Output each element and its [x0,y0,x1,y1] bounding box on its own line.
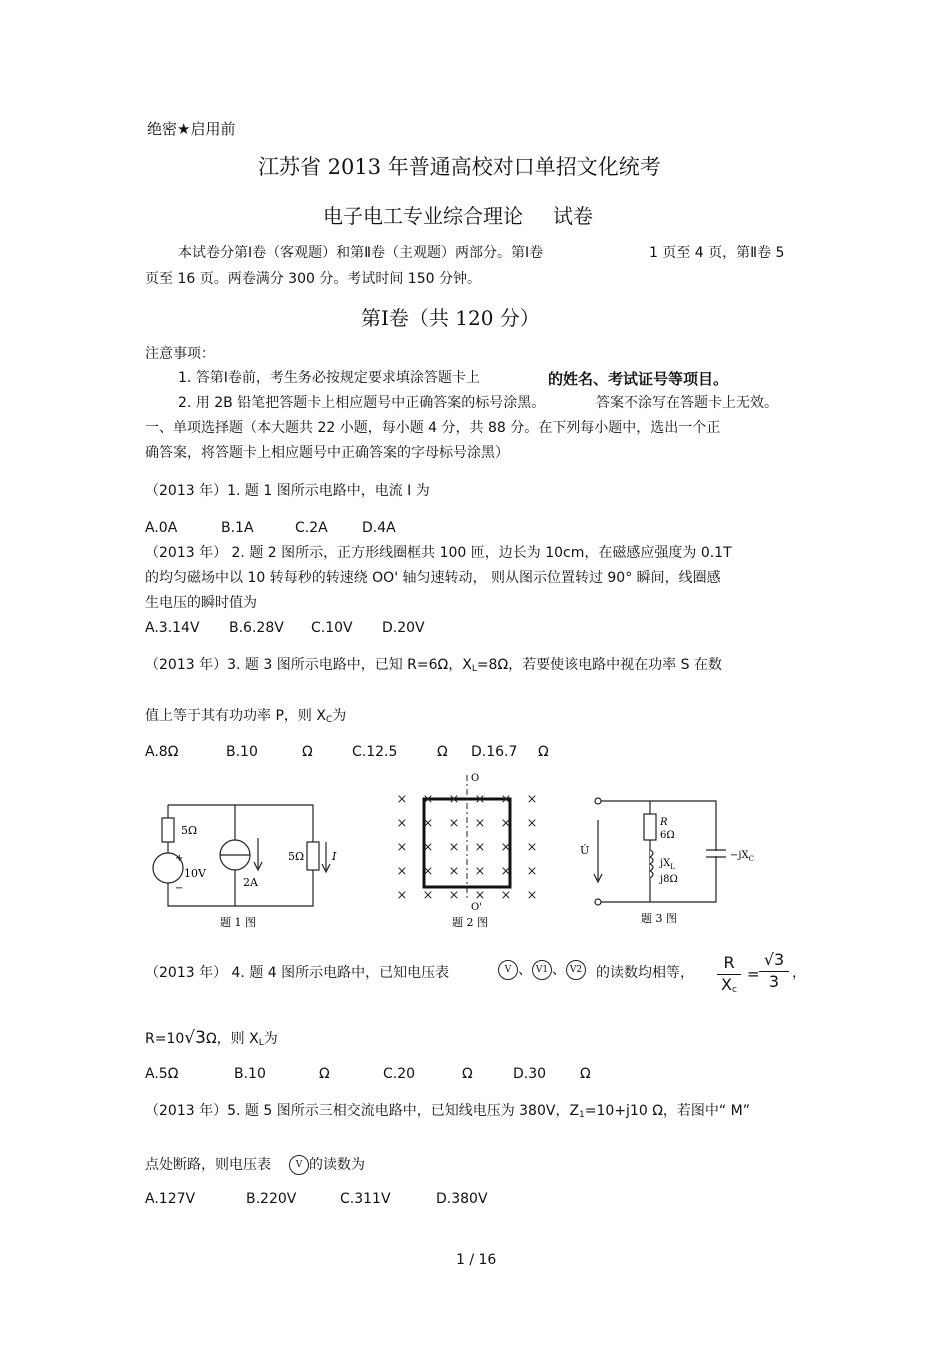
fig3-r-label: R [660,817,668,828]
field-cross: × [526,888,538,903]
q3-line2 [145,708,346,726]
intro-line1b: 1 页至 4 页，第Ⅱ卷 5 [649,245,785,261]
q4-option-b: B.10 [234,1066,266,1082]
field-cross: × [474,816,486,831]
q4-tail: 的读数均相等， [596,965,694,981]
q2-line3: 生电压的瞬时值为 [145,595,257,611]
q3-option-b-unit: Ω [302,744,313,760]
q4-sqrt-num: √3 [763,950,785,969]
field-cross: × [500,792,512,807]
q4-fraction-1 [717,953,741,995]
q3-line2a: 值上等于其有功功率 P，则 X [145,708,326,724]
q3-line2-sub: C [325,715,333,725]
fig3-caption: 题 3 图 [641,912,677,925]
note-2a: 2. 用 2B 铅笔把答题卡上相应题号中正确答案的标号涂黑。 [178,395,546,411]
figure-2 [397,775,538,903]
q4-line2c: 为 [263,1031,278,1047]
voltmeter-v1-icon: V1 [532,960,552,980]
field-cross: × [500,864,512,879]
q2-option-a: A.3.14V [145,620,200,636]
q3-option-b: B.10 [226,744,258,760]
q3-line1 [145,657,722,675]
fig3-terminal-bottom [595,899,601,905]
field-cross: × [526,840,538,855]
q3-line1a: （2013 年）3. 题 3 图所示电路中，已知 R=6Ω，X [145,657,472,673]
q4-option-b-unit: Ω [319,1066,330,1082]
voltmeter-v-icon: V [498,960,518,980]
fig1-i-label: I [332,850,337,863]
fig3-r-val: 6Ω [660,830,675,841]
field-cross: × [500,840,512,855]
fig3-xl-sub: L [670,863,675,871]
voltmeter-icon: V [289,1155,309,1175]
q4-stem: （2013 年） 4. 题 4 图所示电路中，已知电压表 [145,965,450,981]
q2-option-b: B.6.28V [229,620,284,636]
q5-line1b: =10+j10 Ω，若图中“ M” [584,1103,750,1119]
field-cross: × [396,816,408,831]
q4-frac-num: R [723,953,735,972]
fig3-xc-sub: C [748,855,754,863]
page-number: 1 / 16 [456,1252,497,1268]
subtitle-part2: 试卷 [553,204,593,228]
q4-sep-2: 、 [552,962,566,978]
q1-stem: （2013 年）1. 题 1 图所示电路中，电流 I 为 [145,483,430,499]
field-cross: × [448,792,460,807]
field-cross: × [526,792,538,807]
q5-option-c: C.311V [340,1191,391,1207]
q4-option-c: C.20 [383,1066,416,1082]
field-cross: × [396,792,408,807]
q3-option-c: C.12.5 [352,744,398,760]
q4-frac-den: $X_c$ [717,974,741,995]
fig1-resistor-1 [162,818,174,842]
q3-line1b: =8Ω，若要使该电路中视在功率 S 在数 [476,657,722,673]
fig3-xl-val: j8Ω [660,874,678,885]
q3-option-d: D.16.7 [471,744,518,760]
field-cross: × [474,792,486,807]
fig2-caption: 题 2 图 [452,916,488,929]
q1-option-c: C.2A [295,520,328,536]
voltmeter-v2-icon: V2 [566,960,586,980]
q4-line2a: R=10 [145,1031,185,1047]
intro-line1a: 本试卷分第Ⅰ卷（客观题）和第Ⅱ卷（主观题）两部分。第Ⅰ卷 [178,245,544,261]
notes-title: 注意事项： [145,346,215,362]
fig3-xc-label [730,850,754,863]
field-cross: × [422,816,434,831]
q2-option-c: C.10V [311,620,353,636]
q4-equals: = [747,965,760,983]
q4-option-d-unit: Ω [580,1066,591,1082]
intro-line2: 页至 16 页。两卷满分 300 分。考试时间 150 分钟。 [145,271,481,287]
fig1-plus: + [175,853,184,864]
fig3-xl-text: jX [660,858,671,869]
field-cross: × [500,888,512,903]
q4-meters [498,960,586,980]
q5-line1 [145,1103,750,1121]
note-1a: 1. 答第Ⅰ卷前，考生务必按规定要求填涂答题卡上 [178,370,480,386]
field-cross: × [448,816,460,831]
figure-3 [594,798,726,905]
q2-line2: 的均匀磁场中以 10 转每秒的转速绕 OO' 轴匀速转动， 则从图示位置转过 90° 瞬间，线圈感 [145,570,721,586]
fig1-v-label: 10V [184,867,206,880]
field-cross: × [526,864,538,879]
q2-line1: （2013 年） 2. 题 2 图所示，正方形线圈框共 100 匝，边长为 10cm，在磁感应强度为 0.1T [145,545,732,561]
field-cross: × [500,816,512,831]
q3-line2b: 为 [332,708,347,724]
fig1-resistor-2 [307,842,319,870]
q3-line1-sub: L [471,664,477,674]
fig1-caption: 题 1 图 [220,916,256,929]
q5-line2 [145,1155,365,1175]
fig3-resistor [644,814,656,840]
q4-option-d: D.30 [513,1066,547,1082]
fig3-terminal-top [595,798,601,804]
q1-option-b: B.1A [221,520,254,536]
q1-option-a: A.0A [145,520,178,536]
field-cross: × [422,888,434,903]
field-cross: × [474,888,486,903]
part1-line1: 一、单项选择题（本大题共 22 小题，每小题 4 分，共 88 分。在下列每小题中，选出一个正 [145,420,721,436]
q4-line2-sub: L [258,1038,264,1048]
fig1-r2-label: 5Ω [288,850,305,863]
q4-line2-sqrt: √3 [184,1028,206,1048]
q4-line2 [145,1028,278,1049]
q2-option-d: D.20V [382,620,425,636]
note-1b: 的姓名、考试证号等项目。 [548,370,729,388]
q3-option-c-unit: Ω [437,744,448,760]
q5-line2a: 点处断路，则电压表 [145,1157,271,1173]
fig3-u-label: U̇ [580,844,590,857]
field-cross: × [422,840,434,855]
q5-option-d: D.380V [436,1191,488,1207]
q4-fraction-2 [759,950,789,991]
field-cross: × [422,864,434,879]
fig3-wires [601,801,716,902]
fig3-cap-gap [710,851,722,856]
section-heading: 第Ⅰ卷（共 120 分） [361,306,540,330]
q4-comma: ， [792,965,806,981]
field-cross: × [396,864,408,879]
subtitle-part1: 电子电工专业综合理论 [323,204,523,228]
field-cross: × [422,792,434,807]
q4-option-a: A.5Ω [145,1066,179,1082]
q5-option-b: B.220V [246,1191,297,1207]
part1-line2: 确答案，将答题卡上相应题号中正确答案的字母标号涂黑） [145,445,509,461]
fig1-minus: − [175,883,184,894]
q4-sqrt-den: 3 [759,971,789,991]
field-cross: × [474,864,486,879]
fig3-inductor [650,850,653,878]
q4-sep-1: 、 [518,962,532,978]
field-cross: × [448,864,460,879]
fig2-o-bottom: O' [471,902,482,913]
note-2b: 答案不涂写在答题卡上无效。 [596,395,778,411]
fig2-o-top: O [471,773,480,784]
field-cross: × [396,888,408,903]
field-cross: × [526,816,538,831]
exam-title: 江苏省 2013 年普通高校对口单招文化统考 [258,155,661,179]
exam-subtitle [323,204,593,228]
q4-option-c-unit: Ω [462,1066,473,1082]
q4-line2b: Ω，则 X [205,1031,259,1047]
secrecy-label: 绝密★启用前 [147,120,236,138]
q4-frac-den-sub: c [732,985,737,995]
field-cross: × [396,840,408,855]
field-cross: × [448,888,460,903]
fig1-cs-label: 2A [243,876,258,889]
q5-line2b: 的读数为 [309,1157,365,1173]
q5-line1a: （2013 年）5. 题 5 图所示三相交流电路中，已知线电压为 380V，Z [145,1103,580,1119]
q1-option-d: D.4A [362,520,396,536]
q3-option-d-unit: Ω [538,744,549,760]
fig1-r1-label: 5Ω [181,824,198,837]
q3-option-a: A.8Ω [145,744,179,760]
field-cross: × [448,840,460,855]
q5-line1-sub: 1 [579,1110,585,1120]
figures-row [140,770,830,940]
fig3-xl-label [659,858,675,871]
field-cross: × [474,840,486,855]
q5-option-a: A.127V [145,1191,196,1207]
fig3-xc-text: −jX [730,850,749,861]
